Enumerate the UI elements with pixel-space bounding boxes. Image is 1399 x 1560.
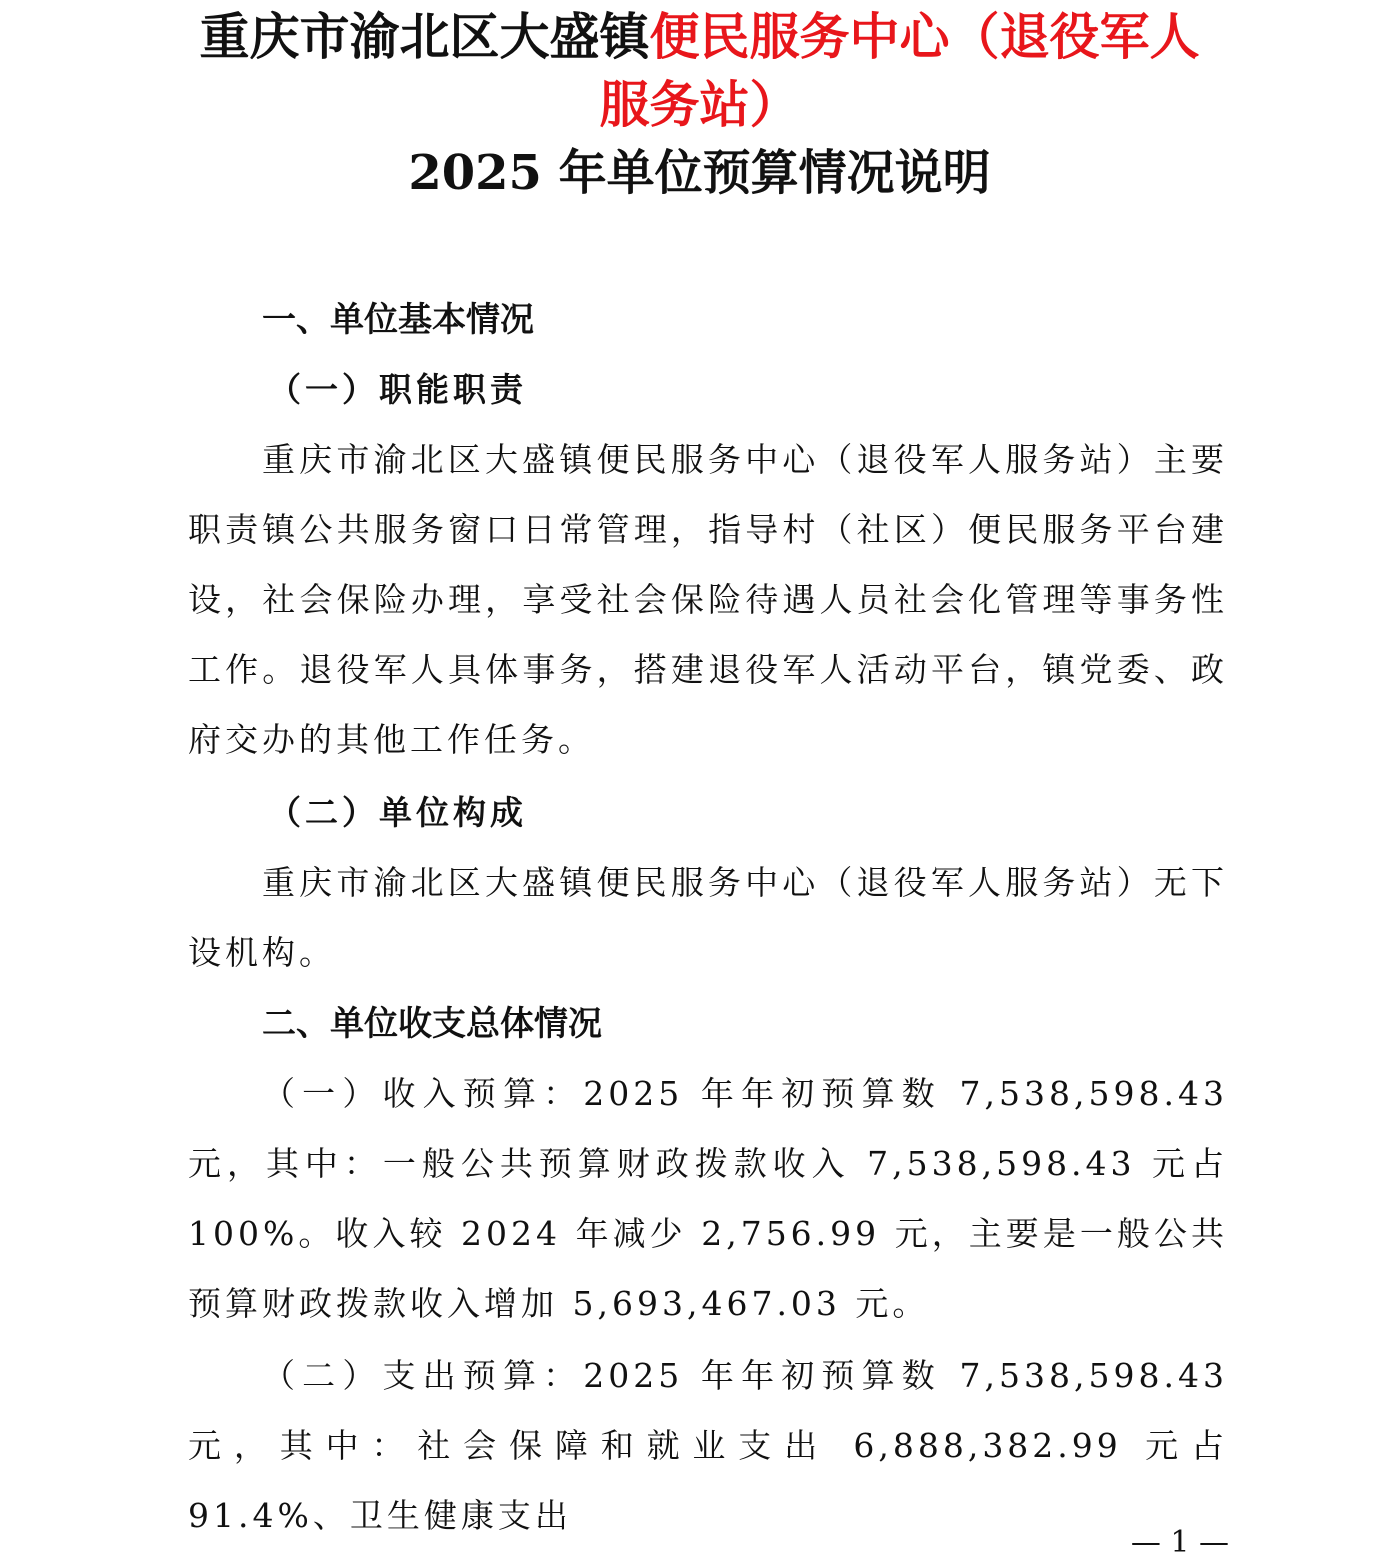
page-number: — 1 — (1130, 1525, 1229, 1560)
section-2-heading: 二、单位收支总体情况 (262, 1004, 602, 1044)
section-1-2-paragraph: 重庆市渝北区大盛镇便民服务中心（退役军人服务站）无下设机构。 (188, 863, 1228, 972)
section-2-2-paragraph: （二）支出预算：2025 年年初预算数 7,538,598.43 元，其中：社会保障和就业支出 6,888,382.99 元占 91.4%、卫生健康支出 (188, 1356, 1228, 1535)
section-1-heading: 一、单位基本情况 (262, 300, 534, 340)
section-1-2-heading: （二）单位构成 (268, 793, 527, 832)
section-1-1-paragraph: 重庆市渝北区大盛镇便民服务中心（退役军人服务站）主要职责镇公共服务窗口日常管理，指导村（社区）便民服务平台建设，社会保险办理，享受社会保险待遇人员社会化管理等事务性工作。退役军人具体事务，搭建退役军人活动平台，镇党委、政府交办的其他工作任务。 (188, 440, 1228, 759)
title-line-2: 服务站） (599, 75, 800, 134)
title-center-name: 便民服务中心（退役军人 (649, 7, 1200, 66)
title-org-name: 重庆市渝北区大盛镇 (199, 7, 650, 66)
title-line-3: 2025 年单位预算情况说明 (408, 145, 991, 201)
section-1-1-heading: （一）职能职责 (268, 370, 527, 409)
title-line-1 (0, 2, 1399, 72)
section-2-1-paragraph: （一）收入预算：2025 年年初预算数 7,538,598.43 元，其中：一般公共预算财政拨款收入 7,538,598.43 元占 100%。收入较 2024 年减少 2,756.99 元，主要是一般公共预算财政拨款收入增加 5,693,467.03 元。 (188, 1074, 1228, 1323)
